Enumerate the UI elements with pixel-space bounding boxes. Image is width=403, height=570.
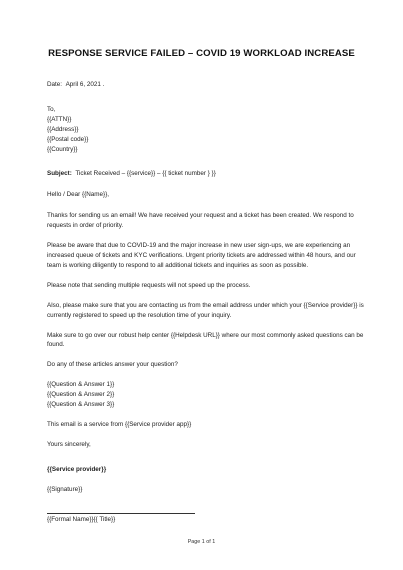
address-attn: {{ATTN}} — [47, 115, 72, 123]
subject-value: Ticket Received – {{service}} – {{ ticket number } }} — [75, 170, 216, 178]
address-postal-code: {{Postal code}} — [47, 135, 89, 143]
date-label: Date: — [47, 81, 63, 88]
paragraph-registered-email: Also, please make sure that you are contacting us from the email address under which your {{Service provider}} is currently registered to speed up the resolution time of your inquiry. — [47, 301, 364, 319]
qa-item: {{Question & Answer 2}} — [47, 391, 115, 399]
formal-name-title: {{Formal Name}}{{ Title}} — [47, 515, 116, 523]
address-street: {{Address}} — [47, 125, 79, 133]
paragraph-thanks: Thanks for sending us an email! We have received your request and a ticket has been created. We respond to requests in order of priority. — [47, 212, 354, 230]
date-value: April 6, 2021 . — [65, 81, 105, 88]
paragraph-covid-notice: Please be aware that due to COVID-19 and the major increase in new user sign-ups, we are experiencing an increased queue of tickets and KYC verifications. Urgent priority tickets are addressed within 48 hours, and our team is working diligently to respond to all additional tickets and inquiries as soon as possible. — [47, 242, 356, 269]
date-line — [47, 80, 365, 90]
subject-label: Subject: — [47, 170, 72, 178]
page-number-footer: Page 1 of 1 — [187, 539, 216, 545]
subject-line — [47, 169, 365, 179]
signature-line — [47, 513, 195, 514]
document-title: RESPONSE SERVICE FAILED – COVID 19 WORKLOAD INCREASE — [48, 48, 355, 59]
closing: Yours sincerely, — [47, 440, 91, 448]
paragraph-multiple-requests: Please note that sending multiple requests will not speed up the process. — [47, 281, 251, 289]
address-country: {{Country}} — [47, 145, 78, 153]
greeting: Hello / Dear {{Name}}, — [47, 191, 109, 199]
paragraph-help-center: Make sure to go over our robust help center {{Helpdesk URL}} where our most commonly asked questions can be found. — [47, 331, 364, 349]
to-label: To, — [47, 105, 56, 113]
letter-body — [47, 80, 365, 524]
signature: {{Signature}} — [47, 485, 83, 493]
service-note: This email is a service from {{Service provider app}} — [47, 420, 192, 428]
qa-item: {{Question & Answer 1}} — [47, 381, 115, 389]
qa-item: {{Question & Answer 3}} — [47, 401, 115, 409]
service-provider: {{Service provider}} — [47, 465, 107, 473]
paragraph-articles-question: Do any of these articles answer your question? — [47, 361, 178, 369]
